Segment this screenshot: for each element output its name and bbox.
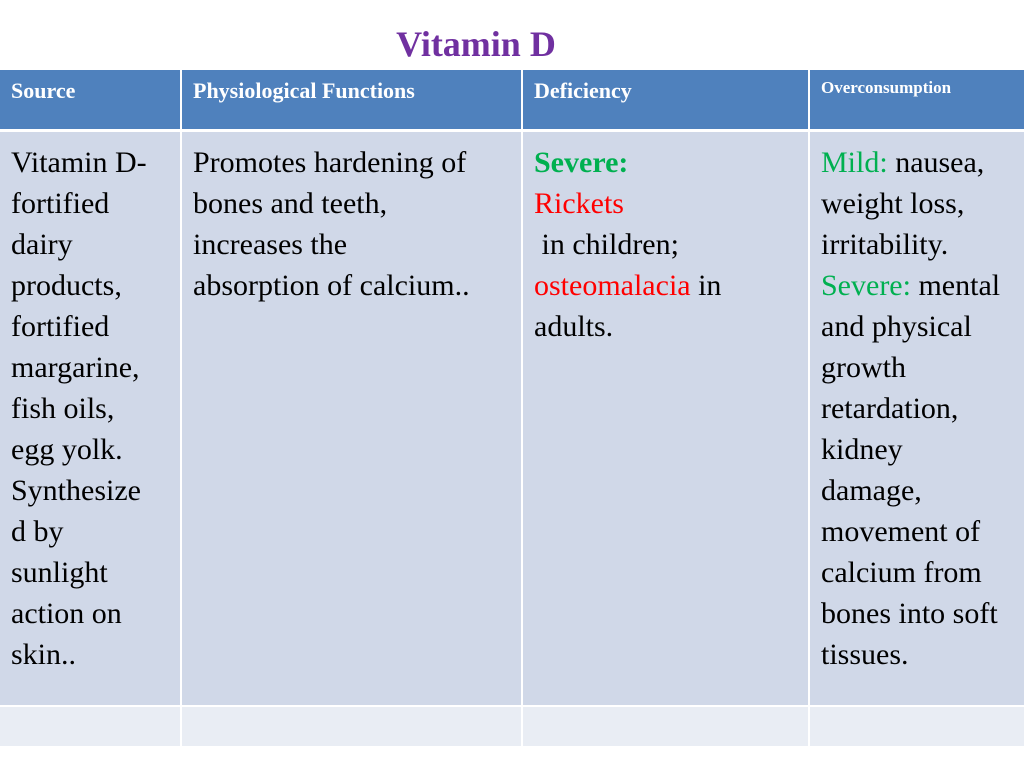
overconsumption-line: weight loss, — [821, 186, 965, 220]
table-header-row — [0, 70, 1024, 130]
deficiency-cell — [522, 130, 809, 706]
empty-cell — [522, 706, 809, 746]
overconsumption-severe-label: Severe: — [821, 268, 911, 302]
source-line: egg yolk. — [11, 432, 123, 466]
overconsumption-severe-text: mental — [910, 268, 1001, 302]
source-line: fish oils, — [11, 391, 115, 425]
functions-line: absorption of calcium.. — [193, 268, 470, 302]
source-line: dairy — [11, 227, 73, 261]
empty-table-row — [0, 706, 1024, 746]
header-source: Source — [0, 70, 181, 130]
overconsumption-line: irritability. — [821, 227, 949, 261]
functions-line: Promotes hardening of — [193, 145, 467, 179]
deficiency-severe-label: Severe: — [534, 145, 629, 179]
table-row — [0, 130, 1024, 706]
empty-cell — [809, 706, 1024, 746]
source-cell — [0, 130, 181, 706]
functions-line: bones and teeth, — [193, 186, 388, 220]
functions-cell — [181, 130, 522, 706]
overconsumption-mild-text: nausea, — [887, 145, 985, 179]
header-overconsumption: Overconsumption — [809, 70, 1024, 130]
deficiency-osteomalacia: osteomalacia — [534, 268, 691, 302]
overconsumption-line: growth — [821, 350, 906, 384]
overconsumption-line: and physical — [821, 309, 972, 343]
source-line: skin.. — [11, 637, 77, 671]
source-line: products, — [11, 268, 122, 302]
overconsumption-mild-label: Mild: — [821, 145, 888, 179]
source-line: margarine, — [11, 350, 140, 384]
functions-line: increases the — [193, 227, 348, 261]
source-line: action on — [11, 596, 122, 630]
source-line: d by — [11, 514, 64, 548]
header-deficiency: Deficiency — [522, 70, 809, 130]
deficiency-adults: adults. — [534, 309, 614, 343]
overconsumption-line: calcium from — [821, 555, 982, 589]
overconsumption-line: movement of — [821, 514, 981, 548]
source-line: Vitamin D- — [11, 145, 147, 179]
empty-cell — [0, 706, 181, 746]
overconsumption-line: tissues. — [821, 637, 909, 671]
source-line: fortified — [11, 309, 110, 343]
deficiency-in: in — [690, 268, 722, 302]
source-line: fortified — [11, 186, 110, 220]
source-line: Synthesize — [11, 473, 141, 507]
deficiency-rickets: Rickets — [534, 186, 624, 220]
page-title: Vitamin D — [396, 24, 556, 64]
vitamin-d-table — [0, 70, 1024, 746]
overconsumption-cell — [809, 130, 1024, 706]
deficiency-in-children: in children; — [534, 227, 679, 261]
overconsumption-line: damage, — [821, 473, 922, 507]
overconsumption-line: retardation, — [821, 391, 959, 425]
source-line: sunlight — [11, 555, 108, 589]
overconsumption-line: bones into soft — [821, 596, 998, 630]
overconsumption-mild-line — [821, 142, 1022, 183]
overconsumption-severe-line — [821, 265, 1022, 306]
overconsumption-line: kidney — [821, 432, 903, 466]
empty-cell — [181, 706, 522, 746]
header-physiological-functions: Physiological Functions — [181, 70, 522, 130]
deficiency-osteomalacia-line — [534, 265, 806, 306]
